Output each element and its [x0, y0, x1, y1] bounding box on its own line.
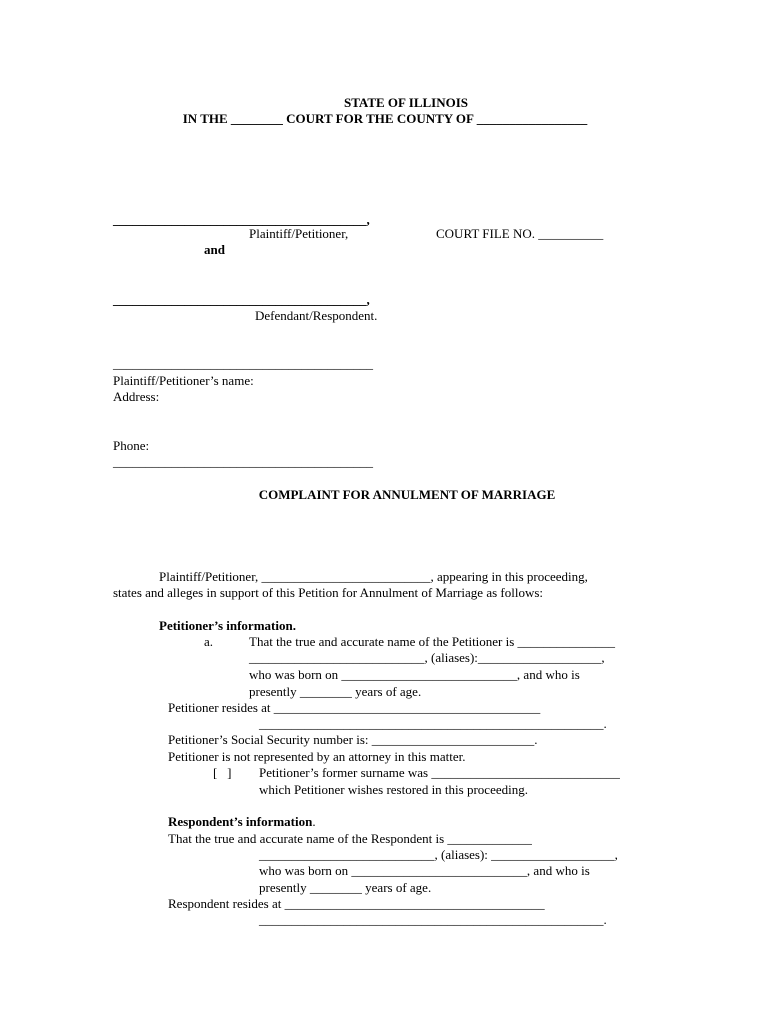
- petitioner-aliases-line: ___________________________, (aliases):___________________,: [249, 650, 605, 665]
- respondent-residence-continued: _____________________________________________________.: [259, 912, 607, 927]
- intro-line-2: states and alleges in support of this Petition for Annulment of Marriage as follows:: [113, 585, 544, 600]
- and-connector: and: [204, 242, 225, 257]
- petitioner-residence-line: Petitioner resides at _________________________________________: [168, 700, 541, 715]
- filer-bottom-rule: ________________________________________: [113, 454, 373, 469]
- intro-line-1: Plaintiff/Petitioner, __________________________, appearing in this proceeding,: [159, 569, 588, 584]
- respondent-birth-line: who was born on ___________________________, and who is: [259, 863, 590, 878]
- defendant-name-blank: _______________________________________,: [113, 292, 370, 307]
- respondent-heading: Respondent’s information: [168, 814, 313, 829]
- respondent-heading-row: [168, 814, 316, 830]
- defendant-label: Defendant/Respondent.: [255, 308, 378, 323]
- court-county-line: IN THE ________ COURT FOR THE COUNTY OF _________________: [182, 111, 588, 126]
- petitioner-ssn-line: Petitioner’s Social Security number is: _________________________.: [168, 732, 538, 747]
- surname-checkbox[interactable]: [ ]: [213, 765, 232, 780]
- former-surname-line: Petitioner’s former surname was _____________________________: [259, 765, 620, 780]
- petitioner-attorney-line: Petitioner is not represented by an attorney in this matter.: [168, 749, 466, 764]
- petitioner-residence-continued: _____________________________________________________.: [259, 716, 607, 731]
- filer-name-label: Plaintiff/Petitioner’s name:: [113, 373, 254, 388]
- respondent-age-line: presently ________ years of age.: [259, 880, 432, 895]
- respondent-aliases-line: ___________________________, (aliases): ___________________,: [259, 847, 618, 862]
- former-surname-continued: which Petitioner wishes restored in this proceeding.: [259, 782, 528, 797]
- petitioner-heading: Petitioner’s information.: [159, 618, 296, 633]
- plaintiff-name-blank: _______________________________________,: [113, 212, 370, 227]
- respondent-name-line: That the true and accurate name of the Respondent is _____________: [168, 831, 532, 846]
- filer-address-label: Address:: [113, 389, 160, 404]
- petitioner-age-line: presently ________ years of age.: [249, 684, 422, 699]
- document-title: COMPLAINT FOR ANNULMENT OF MARRIAGE: [258, 487, 556, 502]
- respondent-heading-period: .: [312, 814, 316, 829]
- plaintiff-label: Plaintiff/Petitioner,: [249, 226, 349, 241]
- petitioner-birth-line: who was born on ___________________________, and who is: [249, 667, 580, 682]
- filer-phone-label: Phone:: [113, 438, 150, 453]
- state-heading: STATE OF ILLINOIS: [343, 95, 469, 110]
- court-file-number: COURT FILE NO. __________: [436, 226, 604, 241]
- filer-top-rule: ________________________________________: [113, 356, 373, 371]
- petitioner-name-line: That the true and accurate name of the Petitioner is _______________: [249, 634, 616, 649]
- respondent-residence-line: Respondent resides at ________________________________________: [168, 896, 545, 911]
- petitioner-item-letter: a.: [204, 634, 214, 649]
